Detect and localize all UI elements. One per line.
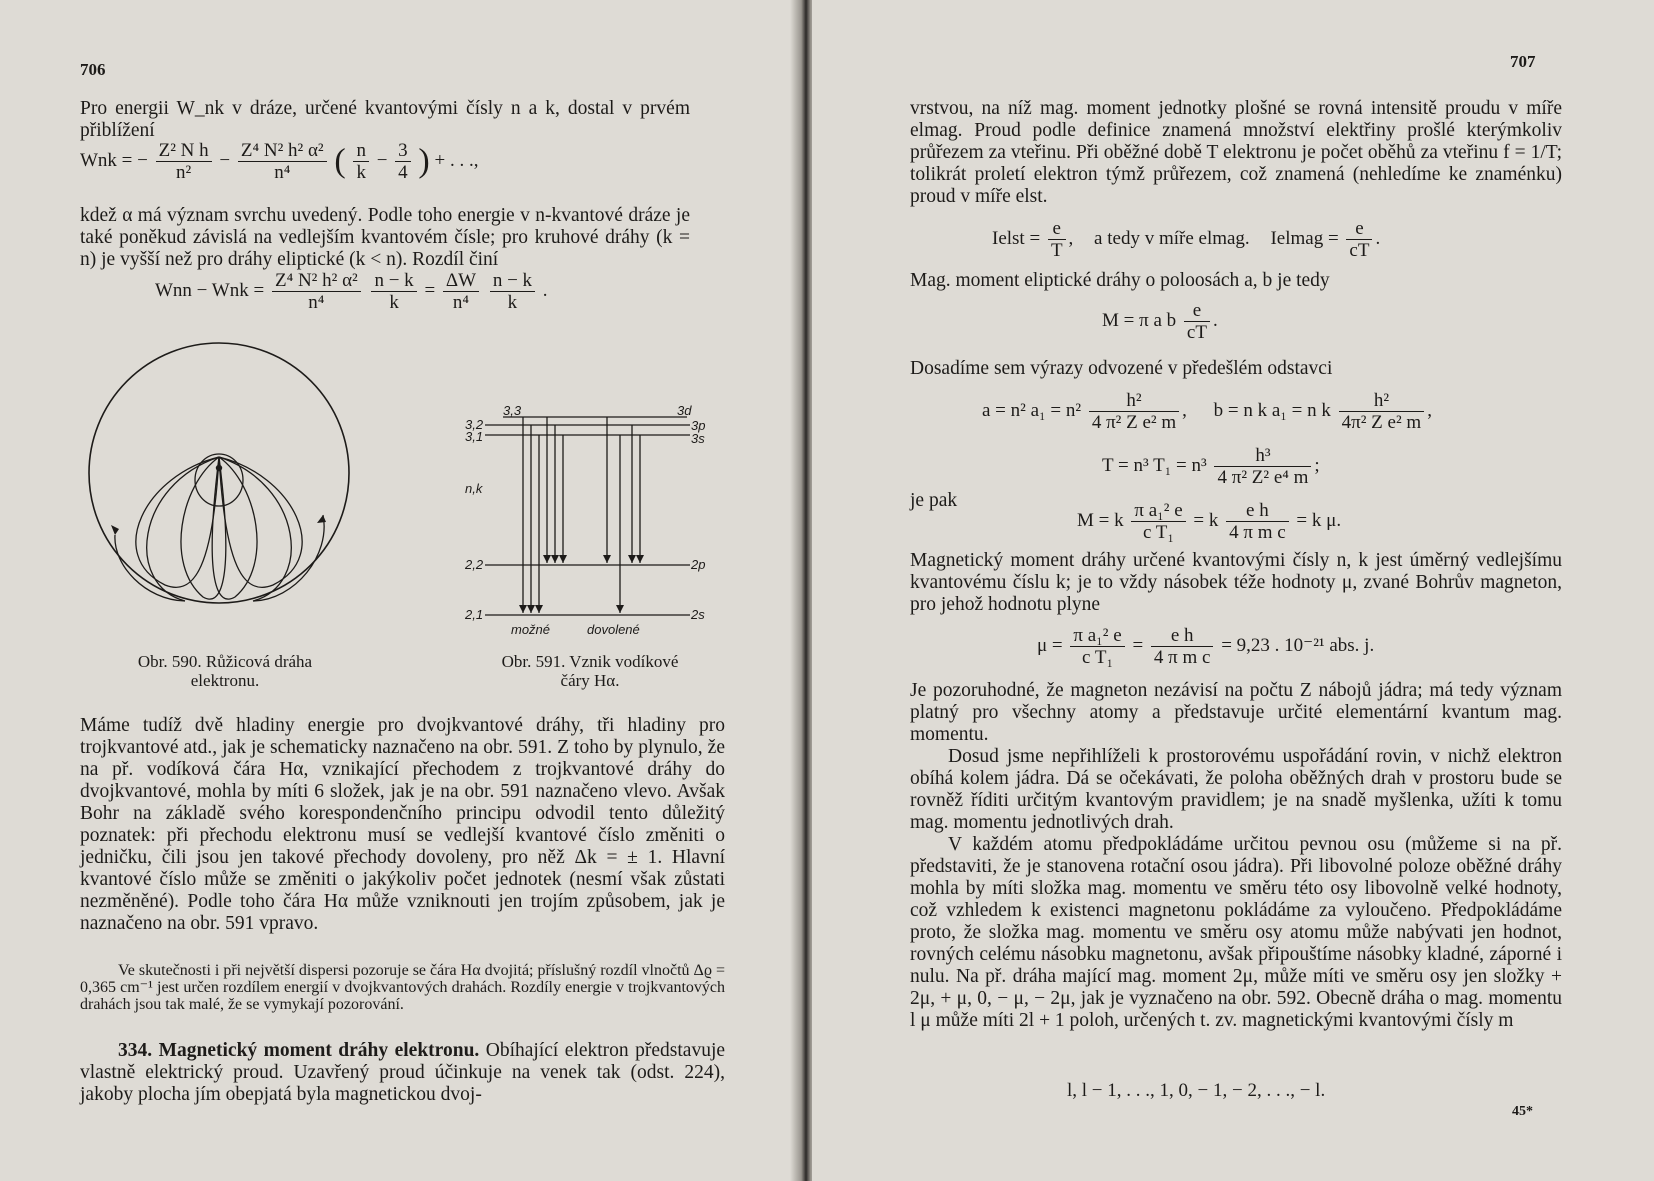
equation-energy-difference: Wnn − Wnk = $\frac{\text{Z⁴ N² h² α²}}{\text{n⁴}}$ $\frac{n - k}{k}$ = $\frac{\Delta W}{\text{n⁴}}$ $\frac{n - k}{k}$ .: [155, 270, 548, 313]
equation-energy: Wnk = − $\frac{\text{Z² N h}}{\text{n²}}$ − $\frac{\text{Z⁴ N² h² α²}}{\text{n⁴}}$ ( $\frac{n}{k}$ − $\frac{3}{4}$ ) + . . .,: [80, 140, 479, 183]
equation-period: T = n³ T₁ = n³ $\frac{\text{h³}}{\text{4 π² Z² e⁴ m}}$ ;: [1102, 445, 1320, 488]
page-number: 707: [1510, 52, 1536, 71]
paragraph: Mag. moment eliptické dráhy o poloosách a, b je tedy: [910, 270, 1330, 291]
left-page: [0, 0, 806, 1181]
eq-lhs: Wnk = −: [80, 149, 148, 171]
label-mozne: možné: [511, 622, 551, 637]
figure-591-energy-levels: [465, 405, 725, 640]
text-je-pak: je pak: [910, 490, 958, 511]
fraction: $\frac{n}{k}$: [353, 140, 369, 183]
equation-magnetic-quantum-numbers: l, l − 1, . . ., 1, 0, − 1, − 2, . . ., − l.: [1067, 1080, 1326, 1101]
fraction: $\frac{\text{Z² N h}}{\text{n²}}$: [156, 140, 212, 183]
level-label: 2,2: [465, 557, 484, 572]
term-label: 3d: [677, 405, 692, 418]
figure-591-caption: Obr. 591. Vznik vodíkové čáry Hα.: [501, 652, 679, 690]
paragraph: V každém atomu předpokládáme určitou pevnou osu (můžeme si na př. představiti, že je stanovena rotační osou jádra). Při libovolné poloze oběžné dráhy mohla by míti složka mag. momentu ve směru této osy libovolně velké hodnoty, což vzhledem k existenci magnetonu pokládáme za vyloučeno. Předpokládáme proto, že složka mag. momentu ve směru osy atomu může nabývati jen hodnot, rovných celému násobku magnetonu, avšak připouštíme násobky kladné, záporné i nulu. Na př. dráha mající mag. moment 2μ, může míti ve směru osy jen složky + 2μ, + μ, 0, − μ, − 2μ, jak je vyznačeno na obr. 592. Obecně dráha o mag. momentu l μ může míti 2l + 1 poloh, určených t. zv. magnetickými kvantovými čísly m: [910, 834, 1562, 1031]
printer-signature: 45*: [1512, 1104, 1533, 1119]
label-dovolene: dovolené: [587, 622, 640, 637]
equation-moment: M = π a b $\frac{e}{cT}$ .: [1102, 300, 1218, 343]
paragraph: Pro energii W_nk v dráze, určené kvantovými čísly n a k, dostal v prvém přiblížení: [80, 98, 690, 141]
paragraph: kdež α má význam svrchu uvedený. Podle toho energie v n-kvantové dráze je také poněkud závislá na vedlejším kvantovém čísle; pro kruhové dráhy (k = n) je vyšší než pro dráhy eliptické (k < n). Rozdíl činí: [80, 205, 690, 270]
figure-590-caption: Obr. 590. Růžicová dráha elektronu.: [137, 652, 313, 690]
equation-moment-k: M = k $\frac{\text{π a₁² e}}{\text{c T₁}}$ = k $\frac{\text{e h}}{\text{4 π m c}}$ = k μ.: [1077, 500, 1342, 543]
term-label: 3p: [691, 418, 706, 433]
fraction: $\frac{3}{4}$: [395, 140, 411, 183]
paragraph: Dosud jsme nepřihlíželi k prostorovému uspořádání rovin, v nichž elektron obíhá kolem jádra. Dá se očekávati, že poloha oběžných drah v prostoru bude se rovněž říditi určitým kvantovým pravidlem; je na snadě myšlenka, užíti k tomu mag. momentu jednotlivých drah.: [910, 746, 1562, 833]
equation-magneton: μ = $\frac{\text{π a₁² e}}{\text{c T₁}}$ = $\frac{\text{e h}}{\text{4 π m c}}$ = 9,23 . 10⁻²¹ abs. j.: [1037, 625, 1375, 668]
term-label: 2s: [691, 607, 705, 622]
section-number: 334.: [118, 1040, 153, 1061]
equation-semiaxes: a = n² a₁ = n² $\frac{\text{h²}}{\text{4 π² Z e² m}}$ , b = n k a₁ = n k $\frac{\text{h²}}{\text{4π² Z e² m}}$ ,: [982, 390, 1432, 433]
term-label: 3s: [691, 431, 705, 446]
fraction: $\frac{\text{Z⁴ N² h² α²}}{\text{n⁴}}$: [238, 140, 327, 183]
figure-590-rosette-orbit: [85, 335, 355, 615]
paragraph: Máme tudíž dvě hladiny energie pro dvojkvantové dráhy, tři hladiny pro trojkvantové atd., jak je schematicky naznačeno na obr. 591. Z toho by plynulo, že na př. vodíková čára Hα, vznikající přechodem z trojkvantové dráhy do dvojkvantové, mohla by míti 6 složek, jak je na obr. 591 naznačeno vlevo. Avšak Bohr na základě svého korespondenčního principu odvodil tento důležitý poznatek: při přechodu elektronu musí se vedlejší kvantové číslo změniti o jedničku, čili jsou jen takové přechody dovoleny, pro něž Δk = ± 1. Hlavní kvantové číslo může se změniti o jakýkoliv počet jednotek (nesmí však zůstati nezměněné). Podle toho čára Hα může vzniknouti jen trojím způsobem, jak je naznačeno na obr. 591 vpravo.: [80, 715, 725, 934]
term-label: 2p: [691, 557, 706, 572]
level-label: 3,3: [503, 405, 522, 418]
section-334: [80, 1040, 725, 1106]
level-label: 2,1: [465, 607, 484, 622]
level-label: 3,1: [465, 429, 484, 444]
section-title: Magnetický moment dráhy elektronu.: [158, 1040, 480, 1061]
axis-label: n,k: [465, 481, 483, 496]
small-print-note: Ve skutečnosti i při největší dispersi pozoruje se čára Hα dvojitá; příslušný rozdíl vlnočtů Δϱ = 0,365 cm⁻¹ jest určen rozdílem energií v dvojkvantových drahách. Rozdíly energie v trojkvantových drahách jsou tak malé, že se vymykají pozorování.: [80, 962, 725, 1013]
paragraph: Magnetický moment dráhy určené kvantovými čísly n, k jest úměrný vedlejšímu kvantovému číslu k; je to vždy násobek téže hodnoty μ, zvané Bohrův magneton, pro jehož hodnotu plyne: [910, 550, 1562, 615]
level-label: 3,2: [465, 417, 484, 432]
page-number: 706: [80, 60, 106, 79]
equation-current: Ielst = $\frac{e}{T}$ , a tedy v míře elmag. Ielmag = $\frac{e}{cT}$ .: [992, 218, 1381, 261]
section-text: Obíhající elektron představuje vlastně elektrický proud. Uzavřený proud účinkuje na venek tak (odst. 224), jakoby plocha jím obepjatá byla magnetickou dvoj-: [80, 1040, 726, 1105]
right-page: [812, 0, 1654, 1181]
paragraph: Dosadíme sem výrazy odvozené v předešlém odstavci: [910, 358, 1333, 379]
paragraph: vrstvou, na níž mag. moment jednotky plošné se rovná intensitě proudu v míře elmag. Proud podle definice znamená množství elektřiny prošlé kterýmkoliv průřezem za vteřinu. Při oběžné době T elektronu je počet oběhů za vteřinu f = 1/T; tolikrát proletí elektron týmž průřezem, což znamená (nehledíme ke znaménku) proud v míře elst.: [910, 98, 1562, 207]
paragraph: Je pozoruhodné, že magneton nezávisí na počtu Z nábojů jádra; má tedy význam platný pro všechny atomy a představuje určité elementární kvantum mag. momentu.: [910, 680, 1562, 745]
